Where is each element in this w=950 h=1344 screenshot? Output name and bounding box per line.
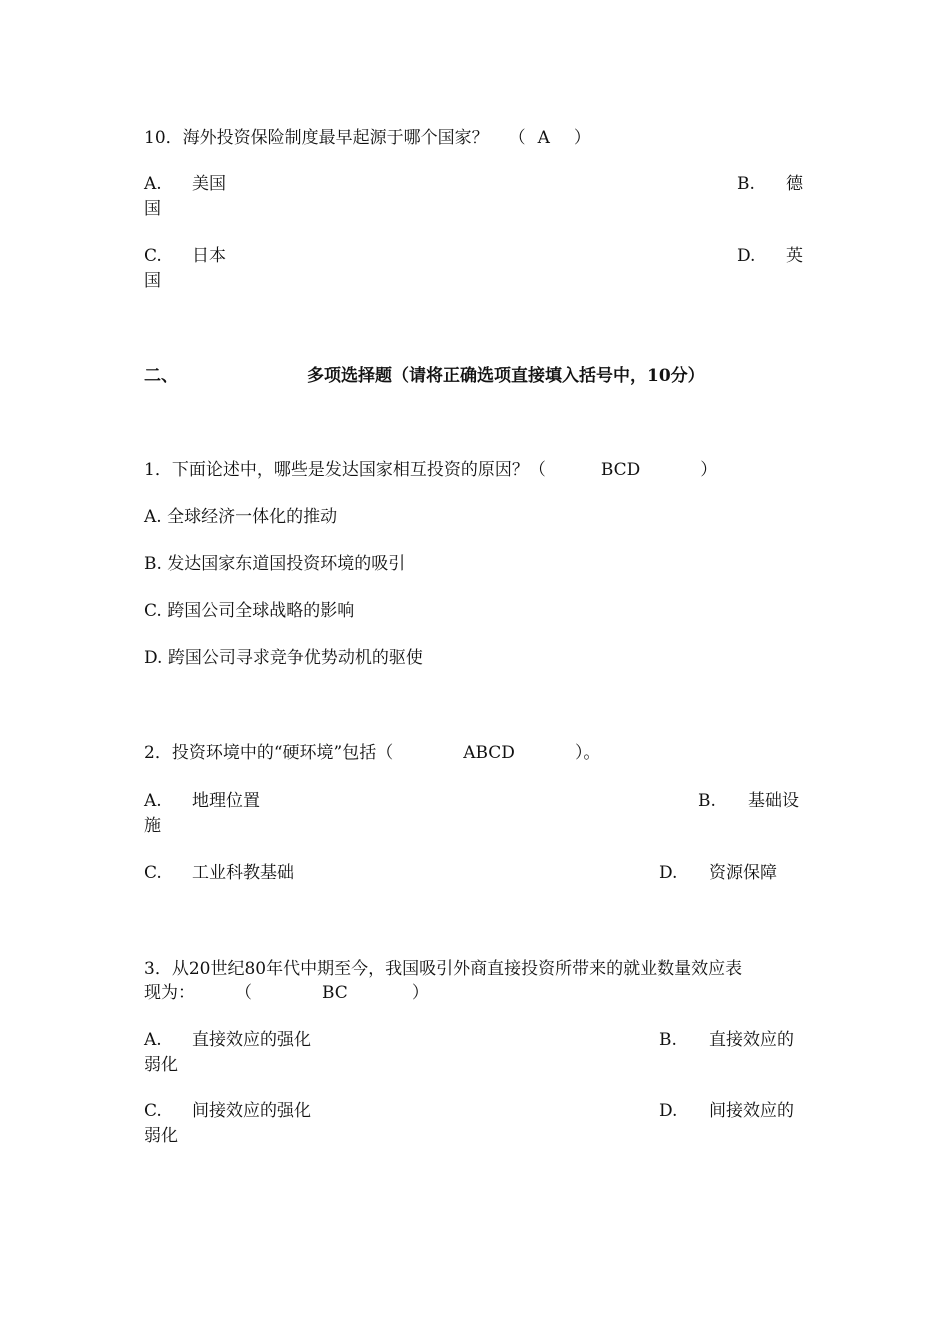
option-text-wrap: 国 xyxy=(144,271,161,291)
question-1-stem xyxy=(144,458,717,482)
question-text: 10．海外投资保险制度最早起源于哪个国家？ xyxy=(144,128,489,148)
option-letter: C. xyxy=(144,1101,162,1121)
option-item: D. 跨国公司寻求竞争优势动机的驱使 xyxy=(144,648,423,668)
option-text: 英 xyxy=(786,246,803,266)
answer-text: A xyxy=(537,128,550,148)
option-text: 美国 xyxy=(192,174,226,194)
option-text: 直接效应的强化 xyxy=(192,1030,311,1050)
option-text: 工业科教基础 xyxy=(192,863,294,883)
option-letter: C. xyxy=(144,246,162,266)
option-text-wrap: 弱化 xyxy=(144,1055,178,1075)
option-text-wrap: 弱化 xyxy=(144,1126,178,1146)
option-letter: D. xyxy=(659,863,678,883)
paren-close: ） xyxy=(573,128,591,148)
option-letter: C. xyxy=(144,863,162,883)
option-item: B. 发达国家东道国投资环境的吸引 xyxy=(144,554,406,574)
option-letter: A. xyxy=(144,174,162,194)
paren-close: ）。 xyxy=(574,743,601,763)
option-text: 地理位置 xyxy=(192,791,260,811)
question-3-stem-line2 xyxy=(144,981,429,1005)
option-text: 德 xyxy=(786,174,803,194)
option-text: 基础设 xyxy=(748,791,799,811)
option-letter: B. xyxy=(698,791,716,811)
question-2-stem xyxy=(144,741,600,765)
section-title: 多项选择题（请将正确选项直接填入括号中，10分） xyxy=(307,366,705,386)
answer-text: BCD xyxy=(600,460,641,480)
option-text: 间接效应的 xyxy=(709,1101,794,1121)
option-letter: D. xyxy=(737,246,756,266)
paren-close: ） xyxy=(700,460,718,480)
question-10-stem xyxy=(144,126,591,150)
option-letter: B. xyxy=(737,174,755,194)
paren-open: （ xyxy=(508,128,526,148)
option-item: C. 跨国公司全球战略的影响 xyxy=(144,601,355,621)
option-letter: D. xyxy=(659,1101,678,1121)
option-letter: B. xyxy=(659,1030,677,1050)
question-text: 2．投资环境中的“硬环境”包括（ xyxy=(144,743,394,763)
section-number: 二、 xyxy=(144,366,178,386)
option-letter: A. xyxy=(144,1030,162,1050)
answer-text: ABCD xyxy=(463,743,515,763)
question-text: 现为： xyxy=(144,983,195,1003)
paren-open: （ xyxy=(235,983,252,1003)
option-item: A. 全球经济一体化的推动 xyxy=(144,507,338,527)
answer-text: BC xyxy=(322,983,348,1003)
paren-close: ） xyxy=(411,983,429,1003)
option-text: 直接效应的 xyxy=(709,1030,794,1050)
option-text-wrap: 施 xyxy=(144,816,161,836)
option-text: 资源保障 xyxy=(709,863,777,883)
option-text: 间接效应的强化 xyxy=(192,1101,311,1121)
option-text-wrap: 国 xyxy=(144,199,161,219)
question-3-stem-line1: 3．从20世纪80年代中期至今，我国吸引外商直接投资所带来的就业数量效应表 xyxy=(144,959,743,979)
option-text: 日本 xyxy=(192,246,226,266)
option-letter: A. xyxy=(144,791,162,811)
question-text: 1．下面论述中，哪些是发达国家相互投资的原因？（ xyxy=(144,460,546,480)
